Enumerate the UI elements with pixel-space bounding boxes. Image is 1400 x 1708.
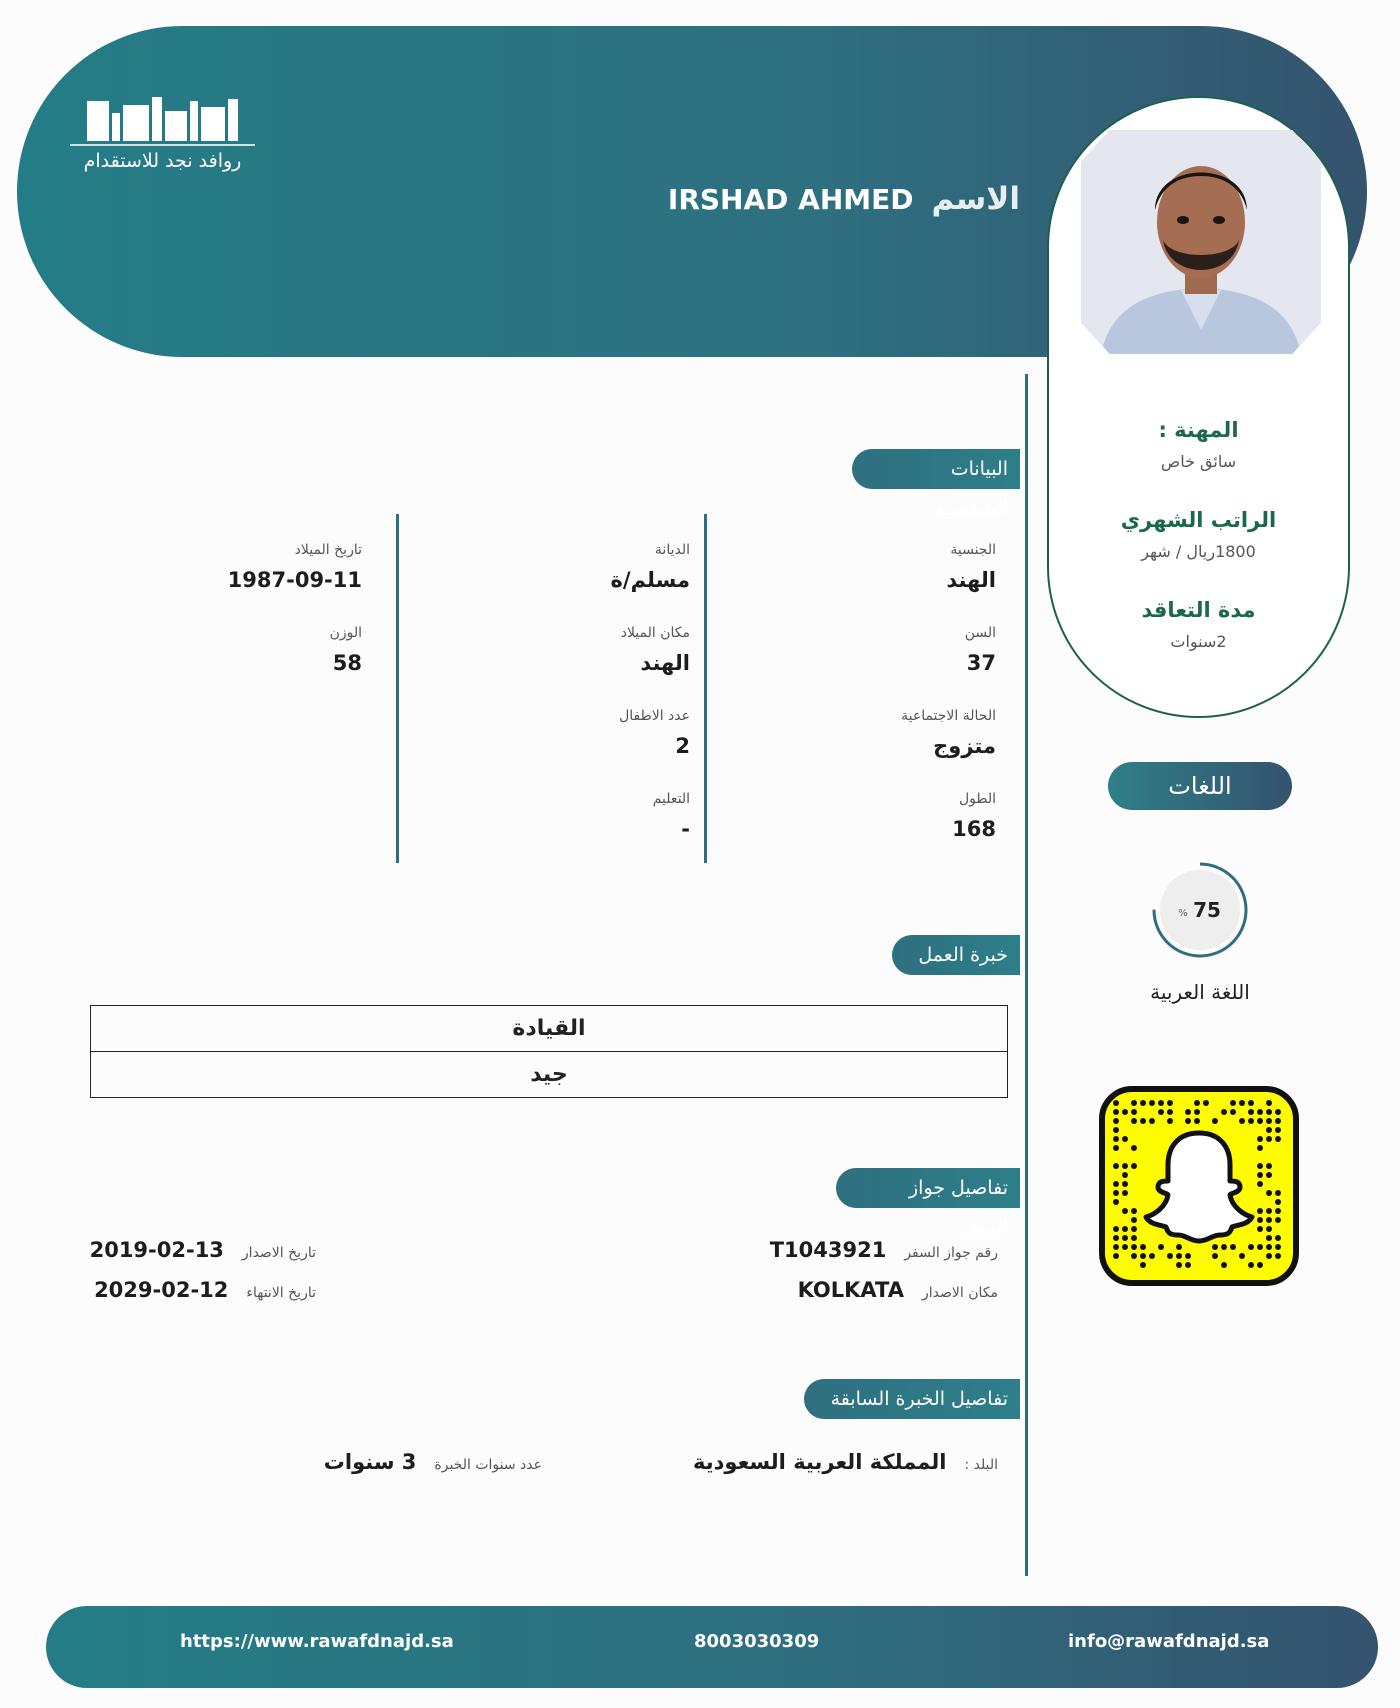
snapchat-code[interactable] [1098, 1085, 1300, 1287]
snapcode-dot [1221, 1109, 1227, 1115]
snapcode-dot [1185, 1118, 1191, 1124]
email-link[interactable]: info@rawafdnajd.sa [1068, 1631, 1270, 1652]
person-portrait-icon [1081, 130, 1321, 354]
snapcode-dot [1185, 1262, 1191, 1268]
snapcode-dot [1113, 1226, 1119, 1232]
snapcode-dot [1194, 1100, 1200, 1106]
weight-field [160, 625, 362, 708]
height-field [720, 791, 996, 874]
snapcode-dot [1113, 1199, 1119, 1205]
field-value: 168 [952, 817, 996, 841]
field-label: الجنسية [950, 542, 996, 558]
passport-expiry-field [94, 1278, 316, 1302]
field-label: التعليم [652, 791, 690, 807]
snapcode-dot [1266, 1253, 1272, 1259]
snapcode-dot [1266, 1172, 1272, 1178]
section-experience-heading: خبرة العمل [892, 935, 1020, 975]
snapcode-dot [1248, 1118, 1254, 1124]
snapcode-dot [1257, 1181, 1263, 1187]
snapcode-dot [1176, 1244, 1182, 1250]
snapcode-dot [1113, 1109, 1119, 1115]
age-field [720, 625, 996, 708]
passport-number-label: رقم جواز السفر [904, 1245, 998, 1261]
snapcode-dot [1140, 1118, 1146, 1124]
snapcode-dot [1230, 1244, 1236, 1250]
phone-number[interactable]: 8003030309 [694, 1631, 820, 1652]
snapcode-dot [1275, 1217, 1281, 1223]
previous-country-field [693, 1450, 998, 1474]
snapcode-dot [1257, 1244, 1263, 1250]
snapcode-dot [1257, 1226, 1263, 1232]
snapcode-dot [1158, 1100, 1164, 1106]
passport-issue-value: 2019-02-13 [89, 1238, 224, 1262]
field-label: السن [964, 625, 996, 641]
snapcode-dot [1266, 1109, 1272, 1115]
snapcode-dot [1158, 1244, 1164, 1250]
snapcode-dot [1158, 1109, 1164, 1115]
snapcode-dot [1122, 1172, 1128, 1178]
field-value: مسلم/ة [610, 568, 690, 592]
personal-column-2 [420, 542, 690, 874]
snapcode-dot [1113, 1244, 1119, 1250]
field-value: الهند [946, 568, 996, 592]
snapcode-dot [1167, 1100, 1173, 1106]
passport-expiry-label: تاريخ الانتهاء [246, 1285, 316, 1301]
snapcode-dot [1275, 1235, 1281, 1241]
company-logo [70, 95, 255, 172]
passport-number-value: T1043921 [769, 1238, 887, 1262]
snapcode-dot [1113, 1118, 1119, 1124]
passport-place-field [798, 1278, 998, 1302]
snapcode-dot [1167, 1109, 1173, 1115]
snapcode-dot [1248, 1262, 1254, 1268]
profession-title: المهنة : [1158, 418, 1239, 442]
column-divider [704, 514, 707, 863]
snapcode-dot [1221, 1244, 1227, 1250]
snapcode-dot [1122, 1226, 1128, 1232]
language-name: اللغة العربية [1150, 980, 1250, 1004]
snapcode-dot [1239, 1253, 1245, 1259]
salary-value: 1800ريال / شهر [1141, 542, 1256, 561]
snapcode-dot [1122, 1190, 1128, 1196]
previous-years-value: 3 سنوات [323, 1450, 417, 1474]
snapcode-dot [1275, 1208, 1281, 1214]
field-label: تاريخ الميلاد [294, 542, 362, 558]
name-label: الاسم [931, 181, 1020, 217]
snapcode-dot [1131, 1226, 1137, 1232]
snapcode-dot [1185, 1253, 1191, 1259]
field-label: الطول [958, 791, 996, 807]
snapcode-dot [1266, 1235, 1272, 1241]
snapcode-dot [1113, 1127, 1119, 1133]
profession-value: سائق خاص [1160, 452, 1237, 471]
snapcode-dot [1113, 1253, 1119, 1259]
snapcode-dot [1212, 1244, 1218, 1250]
field-value: - [681, 817, 690, 841]
snapcode-dot [1131, 1118, 1137, 1124]
snapcode-dot [1230, 1100, 1236, 1106]
snapcode-dot [1275, 1199, 1281, 1205]
snapcode-dot [1266, 1118, 1272, 1124]
snapcode-dot [1257, 1109, 1263, 1115]
snapcode-dot [1266, 1190, 1272, 1196]
snapcode-dot [1113, 1163, 1119, 1169]
snapcode-dot [1266, 1163, 1272, 1169]
snapcode-dot [1212, 1118, 1218, 1124]
snapcode-dot [1140, 1262, 1146, 1268]
languages-heading: اللغات [1108, 762, 1292, 810]
snapcode-dot [1221, 1262, 1227, 1268]
snapcode-dot [1194, 1109, 1200, 1115]
website-link[interactable]: https://www.rawafdnajd.sa [180, 1631, 454, 1652]
skills-table [90, 1005, 1008, 1098]
previous-country-value: المملكة العربية السعودية [693, 1450, 947, 1474]
snapcode-dot [1176, 1262, 1182, 1268]
snapcode-dot [1131, 1253, 1137, 1259]
language-percent: 75 [1193, 898, 1221, 922]
salary-block [1047, 508, 1350, 561]
snapcode-dot [1131, 1208, 1137, 1214]
passport-issue-field [90, 1238, 316, 1262]
passport-place-label: مكان الاصدار [922, 1285, 998, 1301]
contract-block [1047, 598, 1350, 651]
snapcode-dot [1275, 1118, 1281, 1124]
personal-column-3 [160, 542, 362, 708]
field-label: عدد الاطفال [619, 708, 690, 724]
snapcode-dot [1266, 1136, 1272, 1142]
snapcode-dot [1239, 1118, 1245, 1124]
snapcode-dot [1149, 1253, 1155, 1259]
snapcode-dot [1167, 1253, 1173, 1259]
salary-title: الراتب الشهري [1120, 508, 1277, 532]
field-label: الوزن [329, 625, 362, 641]
snapcode-dot [1266, 1244, 1272, 1250]
snapcode-dot [1275, 1109, 1281, 1115]
snapcode-dot [1275, 1127, 1281, 1133]
snapcode-dot [1131, 1145, 1137, 1151]
language-percent-sign: % [1178, 908, 1188, 919]
previous-country-label: البلد : [964, 1457, 998, 1473]
name-value: IRSHAD AHMED [667, 182, 914, 216]
snapcode-dot [1266, 1208, 1272, 1214]
field-value: متزوج [933, 734, 996, 758]
snapcode-dot [1122, 1109, 1128, 1115]
section-personal-heading: البيانات الشخصية [852, 449, 1020, 489]
religion-field [420, 542, 690, 625]
snapcode-dot [1275, 1244, 1281, 1250]
snapcode-dot [1248, 1244, 1254, 1250]
snapcode-dot [1122, 1244, 1128, 1250]
snapcode-dot [1257, 1217, 1263, 1223]
logo-mark [70, 95, 255, 141]
snapcode-dot [1275, 1190, 1281, 1196]
language-progress-ring [1150, 860, 1250, 960]
snapcode-dot [1113, 1100, 1119, 1106]
previous-years-field [324, 1450, 542, 1474]
snapcode-dot [1266, 1100, 1272, 1106]
snapcode-dot [1113, 1190, 1119, 1196]
field-value: 58 [332, 651, 362, 675]
field-value: 37 [966, 651, 996, 675]
snapcode-dot [1140, 1244, 1146, 1250]
nationality-field [720, 542, 996, 625]
snapcode-dot [1131, 1244, 1137, 1250]
timeline-divider [1025, 374, 1028, 1576]
snapcode-dot [1140, 1253, 1146, 1259]
snapcode-dot [1185, 1109, 1191, 1115]
section-passport-heading: تفاصيل جواز السفر [836, 1168, 1020, 1208]
column-divider [396, 514, 399, 863]
skill-name: القيادة [512, 1016, 586, 1041]
logo-divider [70, 144, 255, 146]
snapcode-dot [1149, 1118, 1155, 1124]
snapcode-dot [1203, 1100, 1209, 1106]
snapcode-dot [1113, 1181, 1119, 1187]
snapcode-dot [1266, 1217, 1272, 1223]
snapcode-dot [1167, 1118, 1173, 1124]
snapcode-dot [1212, 1253, 1218, 1259]
snapcode-dot [1257, 1163, 1263, 1169]
snapcode-dot [1122, 1235, 1128, 1241]
field-label: الديانة [654, 542, 690, 558]
snapcode-dot [1131, 1100, 1137, 1106]
snapcode-dot [1248, 1100, 1254, 1106]
passport-expiry-value: 2029-02-12 [94, 1278, 229, 1302]
field-value: 1987-09-11 [227, 568, 362, 592]
snapcode-dot [1257, 1262, 1263, 1268]
snapcode-dot [1131, 1109, 1137, 1115]
snapcode-dot [1257, 1208, 1263, 1214]
field-label: الحالة الاجتماعية [901, 708, 996, 724]
snapcode-dot [1122, 1136, 1128, 1142]
passport-issue-label: تاريخ الاصدار [241, 1245, 316, 1261]
snapcode-dot [1131, 1235, 1137, 1241]
snapcode-dot [1239, 1100, 1245, 1106]
contract-title: مدة التعاقد [1141, 598, 1256, 622]
snapcode-dot [1194, 1118, 1200, 1124]
snapcode-dot [1257, 1136, 1263, 1142]
birthdate-field [160, 542, 362, 625]
snapcode-dot [1266, 1226, 1272, 1232]
section-previous-heading: تفاصيل الخبرة السابقة [804, 1379, 1020, 1419]
skill-level: جيد [91, 1051, 1007, 1097]
snapcode-dot [1122, 1163, 1128, 1169]
snapchat-ghost-icon [1098, 1085, 1300, 1287]
contract-value: 2سنوات [1170, 632, 1227, 651]
field-value: 2 [675, 734, 690, 758]
marital-status-field [720, 708, 996, 791]
field-value: الهند [640, 651, 690, 675]
snapcode-dot [1131, 1217, 1137, 1223]
profession-block [1047, 418, 1350, 471]
snapcode-dot [1122, 1208, 1128, 1214]
snapcode-dot [1176, 1253, 1182, 1259]
snapcode-dot [1140, 1100, 1146, 1106]
snapcode-dot [1113, 1145, 1119, 1151]
field-label: مكان الميلاد [620, 625, 690, 641]
children-field [420, 708, 690, 791]
birthplace-field [420, 625, 690, 708]
snapcode-dot [1257, 1118, 1263, 1124]
snapcode-dot [1149, 1100, 1155, 1106]
snapcode-dot [1230, 1109, 1236, 1115]
snapcode-dot [1131, 1163, 1137, 1169]
personal-column-1 [720, 542, 996, 874]
snapcode-dot [1257, 1145, 1263, 1151]
profile-photo [1081, 130, 1321, 354]
snapcode-dot [1257, 1172, 1263, 1178]
passport-place-value: KOLKATA [797, 1278, 904, 1302]
snapcode-dot [1122, 1181, 1128, 1187]
snapcode-dot [1113, 1235, 1119, 1241]
previous-years-label: عدد سنوات الخبرة [434, 1457, 542, 1473]
snapcode-dot [1275, 1253, 1281, 1259]
snapcode-dot [1275, 1136, 1281, 1142]
passport-number-field [770, 1238, 998, 1262]
education-field [420, 791, 690, 874]
snapcode-dot [1248, 1109, 1254, 1115]
name-row [668, 181, 1020, 217]
snapcode-dot [1113, 1136, 1119, 1142]
snapcode-dot [1266, 1127, 1272, 1133]
logo-subtitle: روافد نجد للاستقدام [83, 150, 242, 172]
